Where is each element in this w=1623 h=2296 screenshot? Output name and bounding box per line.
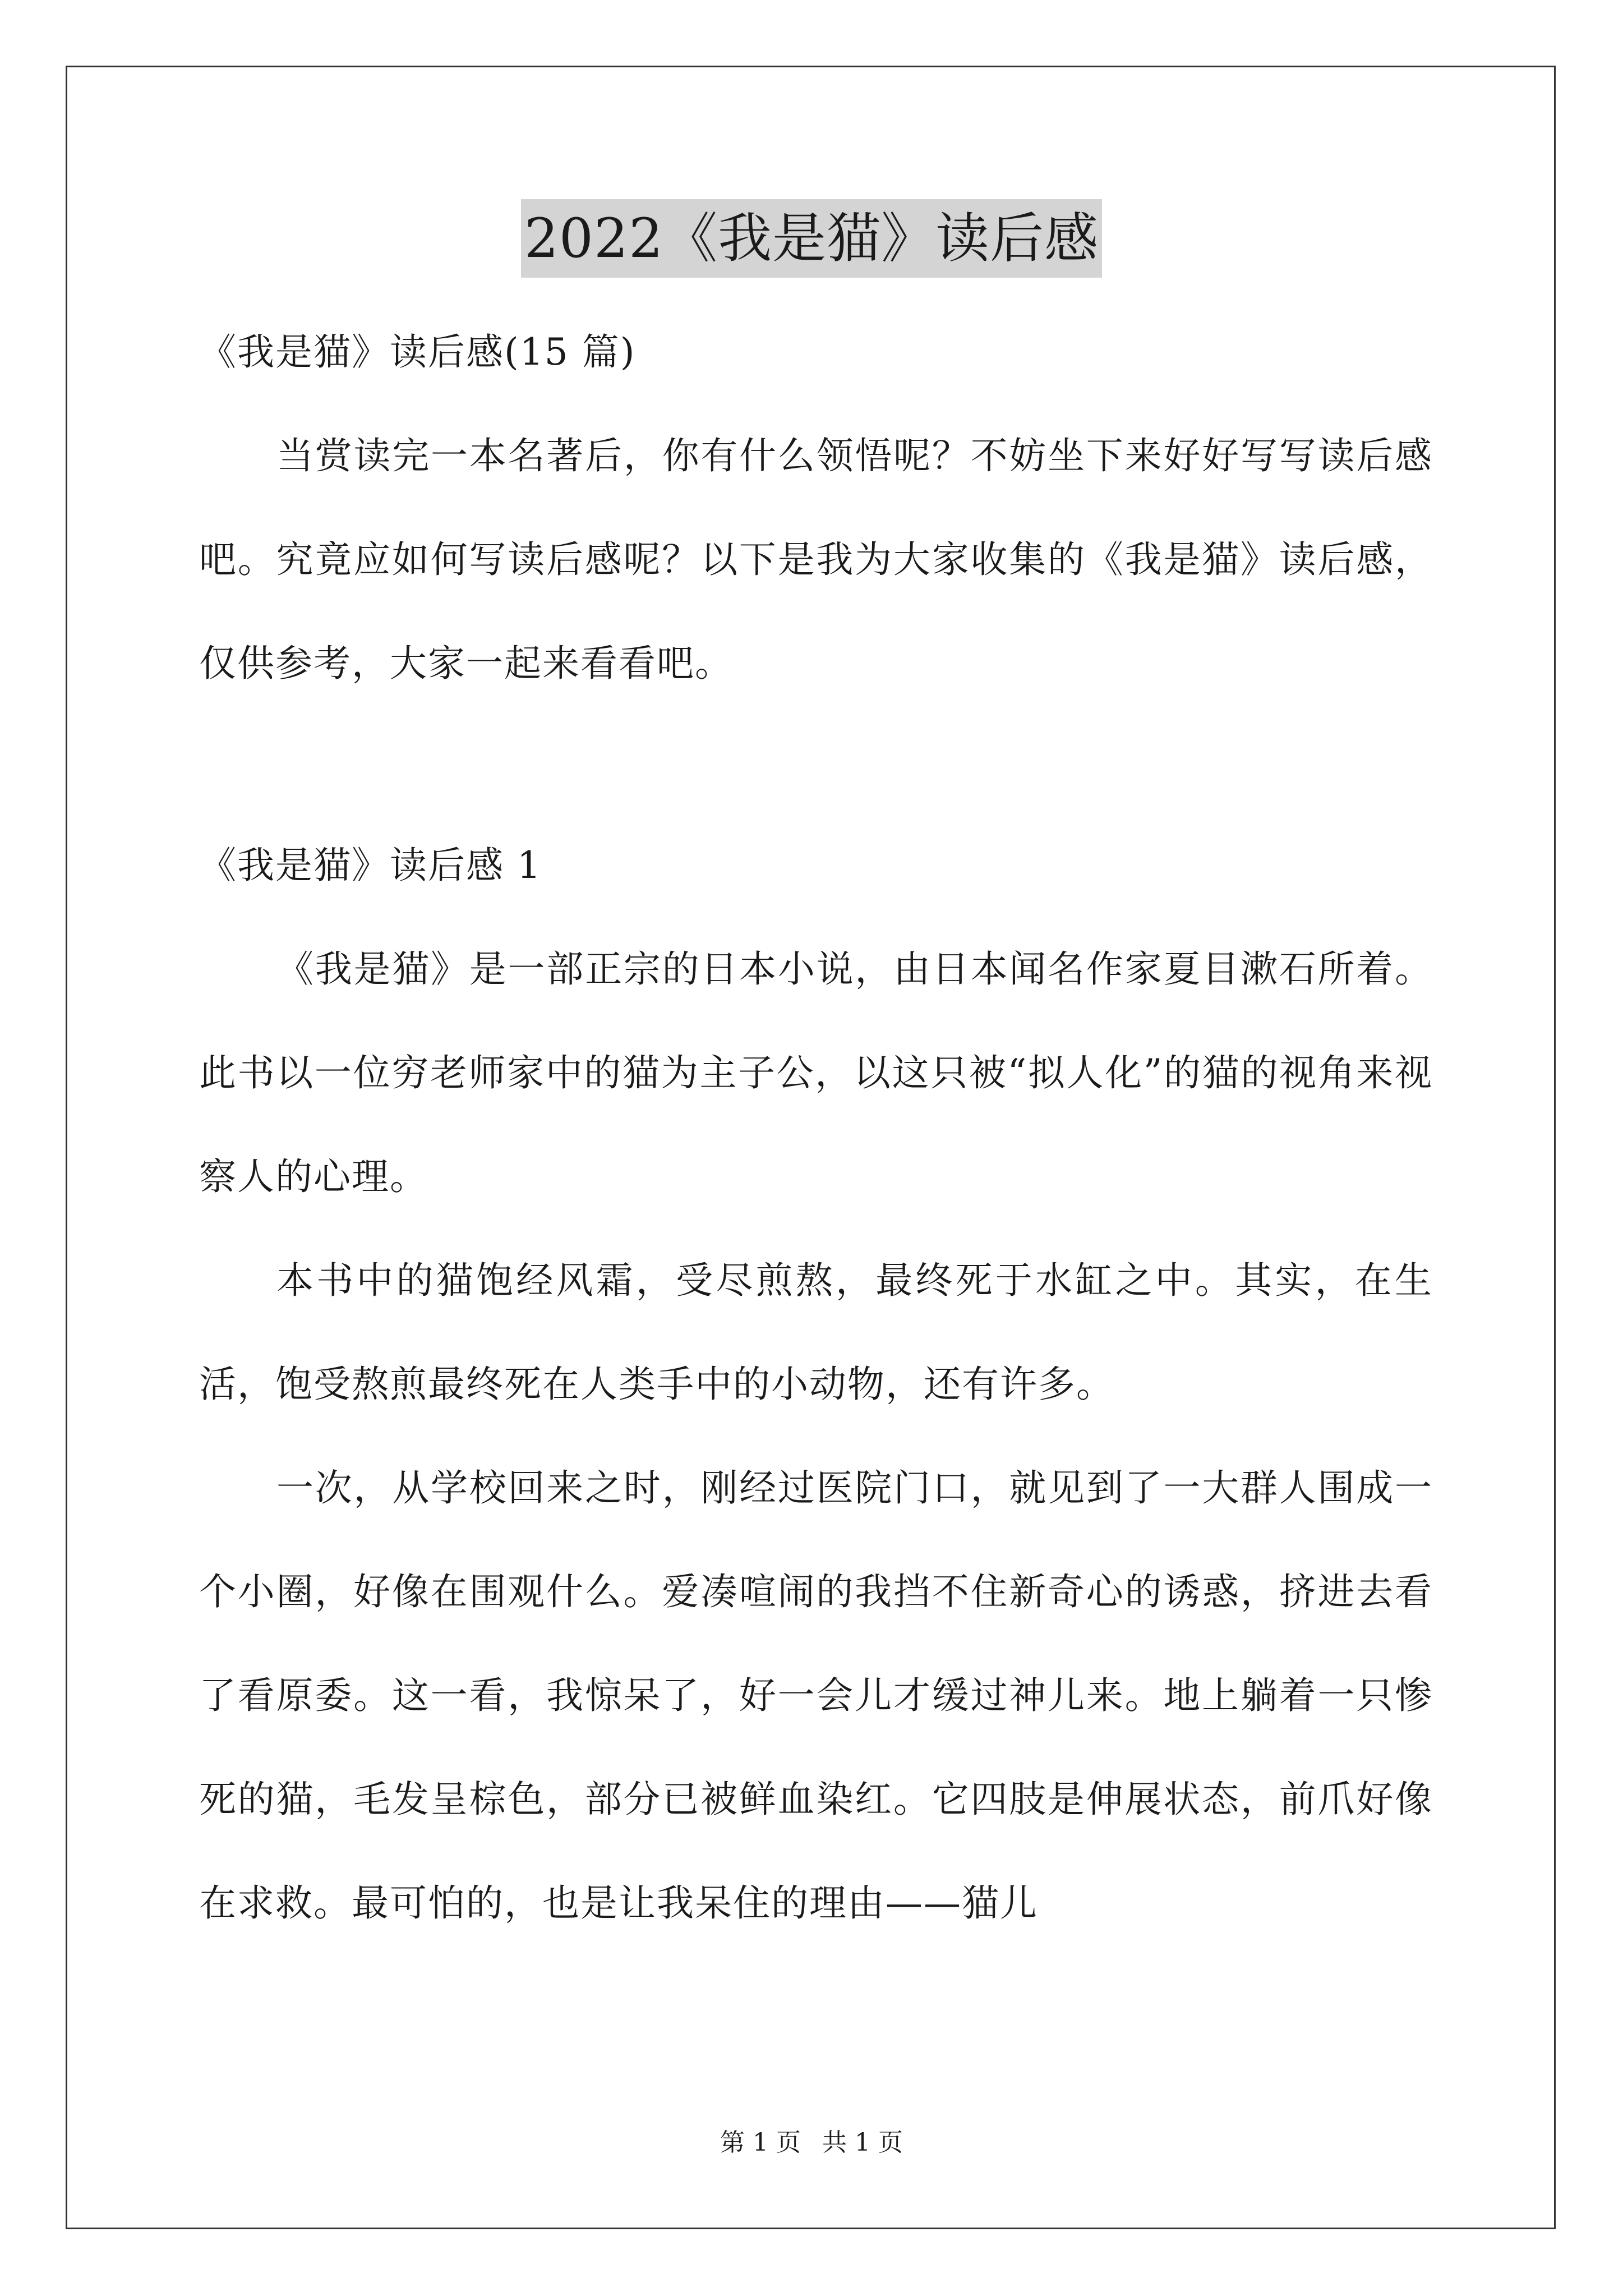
intro-paragraph: 当赏读完一本名著后，你有什么领悟呢？不妨坐下来好好写写读后感吧。究竟应如何写读后感呢？以下是我为大家收集的《我是猫》读后感，仅供参考，大家一起来看看吧。 bbox=[199, 434, 1433, 685]
page-number: 第 1 页 bbox=[720, 2128, 801, 2157]
body-paragraph: 《我是猫》是一部正宗的日本小说，由日本闻名作家夏目漱石所着。此书以一位穷老师家中的猫为主子公，以这只被“拟人化”的猫的视角来视察人的心理。 bbox=[199, 947, 1433, 1198]
section-heading: 《我是猫》读后感 1 bbox=[199, 844, 542, 887]
title-container bbox=[0, 199, 1623, 278]
section-spacer bbox=[199, 715, 1433, 813]
body-paragraph: 本书中的猫饱经风霜，受尽煎熬，最终死于水缸之中。其实，在生活，饱受熬煎最终死在人类手中的小动物，还有许多。 bbox=[199, 1259, 1433, 1406]
page-footer bbox=[0, 2126, 1623, 2160]
intro-heading: 《我是猫》读后感(15 篇) bbox=[199, 330, 636, 374]
page-total: 共 1 页 bbox=[822, 2128, 903, 2157]
document-title: 2022《我是猫》读后感 bbox=[521, 199, 1102, 278]
document-body bbox=[199, 300, 1433, 1955]
body-paragraph: 一次，从学校回来之时，刚经过医院门口，就见到了一大群人围成一个小圈，好像在围观什么。爱凑喧闹的我挡不住新奇心的诱惑，挤进去看了看原委。这一看，我惊呆了，好一会儿才缓过神儿来。地上躺着一只惨死的猫，毛发呈棕色，部分已被鲜血染红。它四肢是伸展状态，前爪好像在求救。最可怕的，也是让我呆住的理由——猫儿 bbox=[199, 1466, 1433, 1925]
